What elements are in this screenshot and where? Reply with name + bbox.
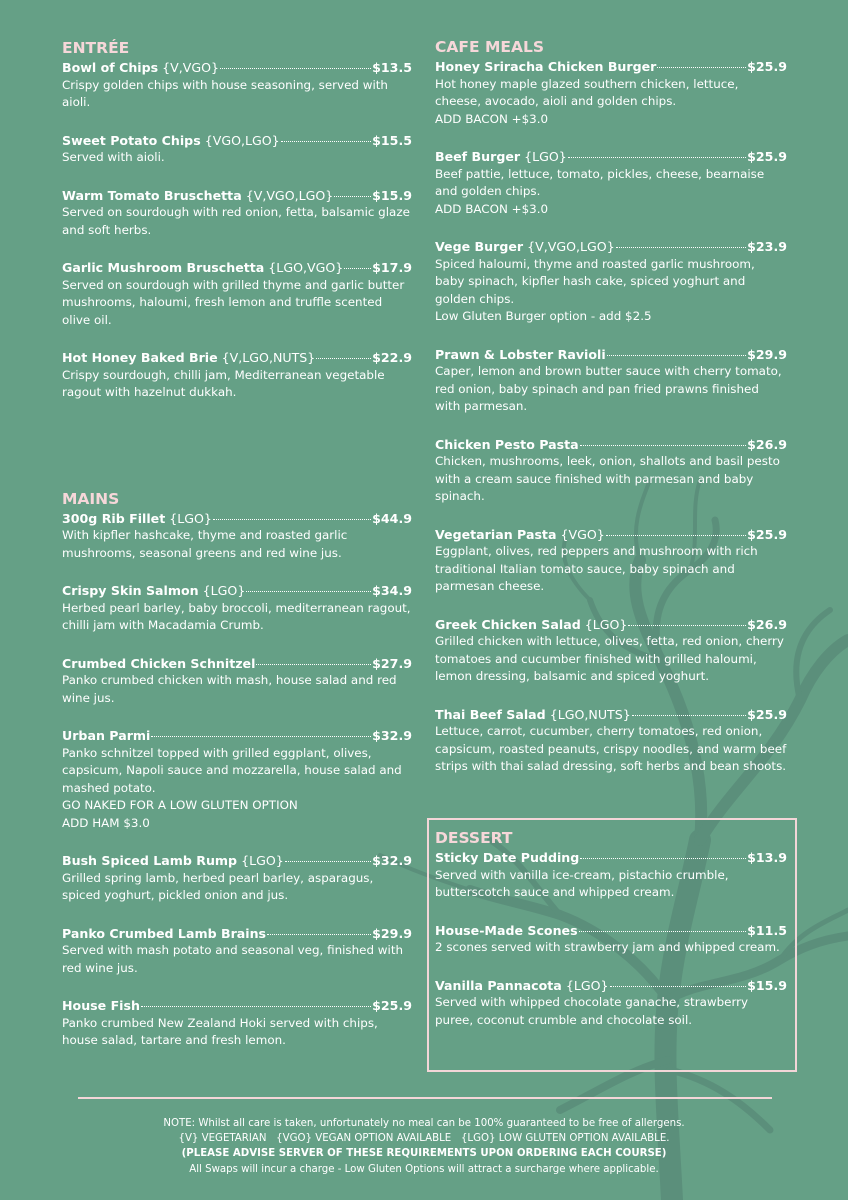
item-price: $32.9 — [372, 728, 412, 743]
menu-item-sticky-date-pudding — [435, 849, 787, 902]
item-tags: {LGO} — [202, 583, 246, 598]
dot-leader — [334, 196, 371, 197]
item-name: Vege Burger — [435, 239, 524, 254]
dot-leader — [606, 535, 746, 536]
menu-item-panko-crumbed-lamb-brains — [62, 925, 412, 978]
item-name: Bush Spiced Lamb Rump — [62, 853, 238, 868]
item-tags: {V,VGO,LGO} — [527, 239, 615, 254]
item-price: $25.9 — [747, 59, 787, 74]
item-price: $25.9 — [372, 998, 412, 1013]
dot-leader — [632, 715, 746, 716]
item-price: $22.9 — [372, 350, 412, 365]
item-tags: {LGO} — [169, 510, 212, 526]
item-name: House-Made Scones — [435, 922, 578, 938]
item-name: Chicken Pesto Pasta — [435, 436, 579, 452]
right-column — [435, 37, 787, 776]
item-tags: {VGO} — [560, 526, 605, 542]
item-name: Greek Chicken Salad — [435, 616, 581, 632]
dot-leader — [151, 736, 371, 737]
menu-item-crispy-skin-salmon — [62, 582, 412, 635]
item-description: Beef pattie, lettuce, tomato, pickles, cheese, bearnaise and golden chips. — [435, 166, 765, 198]
item-description: Herbed pearl barley, baby broccoli, mediterranean ragout, chilli jam with Macadamia Crumb. — [62, 600, 411, 632]
item-price: $13.5 — [372, 60, 412, 75]
item-name: Vanilla Pannacota — [435, 977, 562, 993]
item-price: $26.9 — [747, 616, 787, 632]
item-description: Panko crumbed chicken with mash, house salad and red wine jus. — [62, 673, 397, 705]
item-name: Beef Burger — [435, 149, 521, 164]
item-name: Garlic Mushroom Bruschetta — [62, 260, 265, 275]
dot-leader — [344, 268, 371, 269]
item-name: Crispy Skin Salmon — [62, 583, 199, 598]
footer-note: NOTE: Whilst all care is taken, unfortunately no meal can be 100% guaranteed to be free of allergens. — [163, 1118, 685, 1129]
item-price: $29.9 — [747, 346, 787, 362]
menu-item-rib-fillet — [62, 510, 412, 563]
item-price: $25.9 — [747, 706, 787, 722]
dot-leader — [628, 625, 746, 626]
item-description: Grilled spring lamb, herbed pearl barley, asparagus, spiced yoghurt, pickled onion and jus. — [62, 870, 374, 902]
menu-item-prawn-lobster-ravioli — [435, 346, 787, 416]
dot-leader — [607, 355, 747, 356]
item-price: $15.5 — [372, 132, 412, 148]
menu-item-bush-spiced-lamb-rump — [62, 852, 412, 905]
item-price: $26.9 — [747, 436, 787, 452]
item-tags: {LGO,NUTS} — [549, 706, 631, 722]
item-price: $29.9 — [372, 925, 412, 941]
item-price: $15.9 — [747, 977, 787, 993]
dot-leader — [580, 858, 746, 859]
item-option-note: GO NAKED FOR A LOW GLUTEN OPTION — [62, 798, 298, 812]
menu-item-urban-parmi — [62, 727, 412, 832]
dot-leader — [316, 358, 371, 359]
item-tags: {LGO} — [584, 616, 628, 632]
item-description: Served on sourdough with grilled thyme and garlic butter mushrooms, haloumi, fresh lemon and truffle scented olive oil. — [62, 277, 405, 327]
item-description: Served with vanilla ice-cream, pistachio crumble, butterscotch sauce and whipped cream. — [435, 867, 729, 899]
menu-item-crumbed-chicken-schnitzel — [62, 655, 412, 708]
dot-leader — [579, 931, 747, 932]
item-description: Crispy golden chips with house seasoning, served with aioli. — [62, 77, 388, 109]
item-tags: {LGO} — [241, 853, 284, 868]
item-tags: {LGO} — [524, 149, 567, 164]
item-tags: {V,VGO} — [162, 60, 220, 75]
item-tags: {V,VGO,LGO} — [245, 187, 334, 203]
footer-legend: {V} VEGETARIAN {VGO} VEGAN OPTION AVAILABLE {LGO} LOW GLUTEN OPTION AVAILABLE. — [178, 1133, 670, 1145]
item-addon-note: ADD HAM $3.0 — [62, 815, 150, 830]
menu-item-thai-beef-salad — [435, 706, 787, 776]
footer-advise: (PLEASE ADVISE SERVER OF THESE REQUIREMENTS UPON ORDERING EACH COURSE) — [181, 1148, 667, 1160]
item-name: Bowl of Chips — [62, 60, 159, 75]
dessert-title: DESSERT — [435, 829, 513, 847]
allergen-footer — [0, 1116, 848, 1177]
item-price: $25.9 — [747, 149, 787, 164]
dot-leader — [610, 986, 747, 987]
menu-item-vanilla-pannacota — [435, 977, 787, 1030]
item-description: Spiced haloumi, thyme and roasted garlic mushroom, baby spinach, kipfler hash cake, spiced yoghurt and golden chips. — [435, 256, 755, 306]
dot-leader — [267, 934, 371, 935]
dot-leader — [657, 67, 746, 68]
item-price: $32.9 — [372, 853, 412, 868]
dot-leader — [281, 141, 371, 142]
menu-item-vegetarian-pasta — [435, 526, 787, 596]
item-addon-note: ADD BACON +$3.0 — [435, 201, 549, 216]
item-name: Sweet Potato Chips — [62, 132, 201, 148]
item-name: Vegetarian Pasta — [435, 526, 557, 542]
item-name: House Fish — [62, 998, 140, 1013]
mains-title: MAINS — [62, 489, 120, 508]
item-name: Thai Beef Salad — [435, 706, 546, 722]
menu-item-sweet-potato-chips — [62, 132, 412, 167]
dot-leader — [568, 157, 746, 158]
item-tags: {LGO} — [565, 977, 609, 993]
menu-item-vege-burger — [435, 238, 787, 326]
item-name: Hot Honey Baked Brie — [62, 350, 218, 365]
item-description: Served on sourdough with red onion, fetta, balsamic glaze and soft herbs. — [62, 205, 410, 237]
item-description: Panko crumbed New Zealand Hoki served with chips, house salad, tartare and fresh lemon. — [62, 1015, 378, 1047]
dot-leader — [256, 664, 371, 665]
item-description: Lettuce, carrot, cucumber, cherry tomatoes, red onion, capsicum, roasted peanuts, crispy noodles, and warm beef strips with thai salad dressing, soft herbs and bean shoots. — [435, 724, 787, 773]
menu-item-beef-burger — [435, 148, 787, 218]
item-description: Panko schnitzel topped with grilled eggplant, olives, capsicum, Napoli sauce and mozzarella, house salad and mashed potato. — [62, 745, 402, 795]
menu-item-garlic-mushroom-bruschetta — [62, 259, 412, 329]
menu-item-house-fish — [62, 997, 412, 1050]
item-tags: {VGO,LGO} — [204, 132, 280, 148]
dot-leader — [220, 68, 371, 69]
menu-item-greek-chicken-salad — [435, 616, 787, 686]
menu-item-bowl-of-chips — [62, 59, 412, 112]
item-price: $15.9 — [372, 187, 412, 203]
footer-swaps: All Swaps will incur a charge - Low Gluten Options will attract a surcharge where applicable. — [189, 1163, 659, 1175]
item-name: Urban Parmi — [62, 728, 151, 743]
item-description: Grilled chicken with lettuce, olives, fetta, red onion, cherry tomatoes and cucumber finished with grilled haloumi, lemon dressing, balsamic and spiced yoghurt. — [435, 634, 784, 683]
item-price: $25.9 — [747, 526, 787, 542]
item-price: $13.9 — [747, 850, 787, 865]
item-price: $17.9 — [372, 260, 412, 275]
item-name: Honey Sriracha Chicken Burger — [435, 59, 657, 74]
item-description: Served with mash potato and seasonal veg, finished with red wine jus. — [62, 943, 404, 975]
item-description: Served with aioli. — [62, 150, 165, 164]
item-option-note: Low Gluten Burger option - add $2.5 — [435, 309, 652, 323]
dot-leader — [580, 445, 747, 446]
item-description: Eggplant, olives, red peppers and mushroom with rich traditional Italian tomato sauce, baby spinach and parmesan cheese. — [435, 544, 758, 593]
item-tags: {V,LGO,NUTS} — [221, 350, 316, 365]
cafe-meals-title: CAFE MEALS — [435, 38, 544, 56]
dot-leader — [285, 861, 371, 862]
dot-leader — [246, 591, 371, 592]
item-name: Warm Tomato Bruschetta — [62, 187, 242, 203]
item-price: $34.9 — [372, 583, 412, 598]
item-price: $23.9 — [747, 239, 787, 254]
item-name: 300g Rib Fillet — [62, 510, 166, 526]
item-description: Caper, lemon and brown butter sauce with cherry tomato, red onion, baby spinach and pan fried prawns finished with parmesan. — [435, 364, 782, 413]
item-name: Panko Crumbed Lamb Brains — [62, 925, 267, 941]
item-description: Served with whipped chocolate ganache, strawberry puree, coconut crumble and chocolate soil. — [435, 995, 749, 1027]
menu-item-honey-sriracha-chicken-burger — [435, 58, 787, 128]
dot-leader — [213, 519, 371, 520]
menu-item-warm-tomato-bruschetta — [62, 187, 412, 240]
item-price: $27.9 — [372, 655, 412, 671]
entree-title: ENTRÉE — [62, 39, 130, 57]
item-name: Sticky Date Pudding — [435, 850, 580, 865]
menu-item-hot-honey-baked-brie — [62, 349, 412, 402]
item-description: With kipfler hashcake, thyme and roasted garlic mushrooms, seasonal greens and red wine jus. — [62, 528, 348, 560]
dessert-section — [435, 828, 787, 1029]
menu-item-chicken-pesto-pasta — [435, 436, 787, 506]
footer-divider — [78, 1097, 772, 1099]
item-price: $11.5 — [747, 922, 787, 938]
item-name: Prawn & Lobster Ravioli — [435, 346, 606, 362]
item-price: $44.9 — [372, 510, 412, 526]
item-description: Hot honey maple glazed southern chicken, lettuce, cheese, avocado, aioli and golden chips. — [435, 76, 739, 108]
left-column — [62, 38, 412, 1050]
item-description: Crispy sourdough, chilli jam, Mediterranean vegetable ragout with hazelnut dukkah. — [62, 367, 385, 399]
dot-leader — [141, 1006, 371, 1007]
item-description: Chicken, mushrooms, leek, onion, shallots and basil pesto with a cream sauce finished with parmesan and baby spinach. — [435, 454, 780, 503]
dot-leader — [616, 247, 746, 248]
item-tags: {LGO,VGO} — [268, 260, 344, 275]
menu-item-house-made-scones — [435, 922, 787, 957]
item-addon-note: ADD BACON +$3.0 — [435, 111, 549, 126]
item-description: 2 scones served with strawberry jam and whipped cream. — [435, 940, 780, 954]
item-name: Crumbed Chicken Schnitzel — [62, 655, 256, 671]
